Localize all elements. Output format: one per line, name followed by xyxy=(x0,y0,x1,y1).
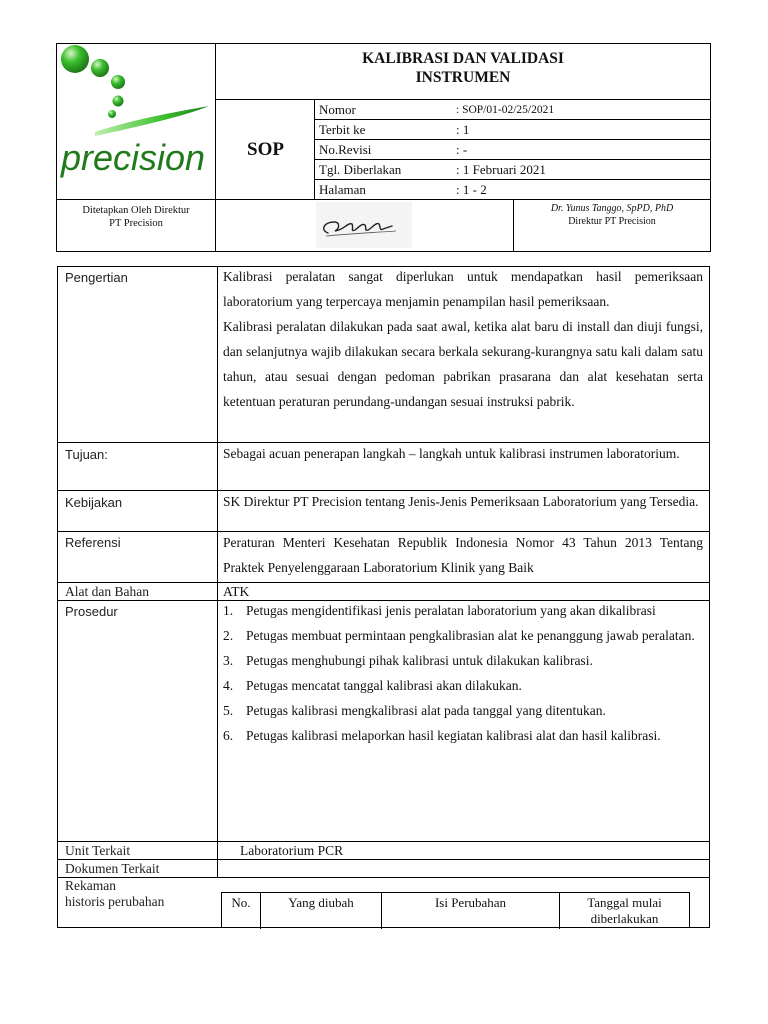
prosedur-step xyxy=(223,698,703,723)
label-referensi: Referensi xyxy=(65,535,121,550)
meta-value: : 1 - 2 xyxy=(456,182,487,197)
step-text: Petugas mengidentifikasi jenis peralatan laboratorium yang akan dikalibrasi xyxy=(246,603,656,618)
step-number: 1. xyxy=(223,603,234,618)
title-line-1: KALIBRASI DAN VALIDASI xyxy=(362,50,564,67)
signature-area xyxy=(216,200,513,252)
sop-header xyxy=(56,43,711,252)
step-text: Petugas kalibrasi melaporkan hasil kegiatan kalibrasi alat dan hasil kalibrasi. xyxy=(246,728,661,743)
label-unit-terkait: Unit Terkait xyxy=(65,843,131,858)
history-col-content: Isi Perubahan xyxy=(434,895,507,910)
rekaman-line-2: historis perubahan xyxy=(65,894,165,909)
label-dokumen-terkait: Dokumen Terkait xyxy=(65,861,160,876)
rekaman-line-1: Rekaman xyxy=(65,878,116,893)
director-block xyxy=(514,200,710,252)
prosedur-step xyxy=(223,623,703,648)
meta-row-tanggal xyxy=(315,160,711,180)
meta-row-halaman xyxy=(315,180,711,200)
pengertian-text xyxy=(223,264,703,414)
title-line-2: INSTRUMEN xyxy=(415,69,511,86)
meta-key: Nomor xyxy=(319,102,356,117)
step-number: 5. xyxy=(223,703,234,718)
history-col-no: No. xyxy=(231,895,251,910)
established-by-line-2: PT Precision xyxy=(109,218,163,229)
logo-text: precision xyxy=(61,137,206,178)
label-tujuan: Tujuan: xyxy=(65,447,108,462)
history-col-date: Tanggal mulai diberlakukan xyxy=(587,895,662,926)
meta-value: : 1 xyxy=(456,122,470,137)
established-by xyxy=(57,200,215,252)
director-title: Direktur PT Precision xyxy=(568,216,656,227)
meta-key: No.Revisi xyxy=(319,142,372,157)
step-text: Petugas membuat permintaan pengkalibrasian alat ke penanggung jawab peralatan. xyxy=(246,628,695,643)
step-text: Petugas mencatat tanggal kalibrasi akan dilakukan. xyxy=(246,678,522,693)
step-text: Petugas kalibrasi mengkalibrasi alat pada tanggal yang ditentukan. xyxy=(246,703,606,718)
pengertian-paragraph-2: Kalibrasi peralatan dilakukan pada saat awal, ketika alat baru di install dan diuji fungsi, dan selanjutnya wajib dilakukan secara berkala sekurang-kurangnya satu kali dalam satu tahun, atau sesuai dengan pedoman pabrikan prasarana dan alat kesehatan serta ketentuan peraturan perundang-undangan sesuai instruksi pabrik. xyxy=(223,319,703,409)
meta-key: Tgl. Diberlakan xyxy=(319,162,402,177)
meta-value: : 1 Februari 2021 xyxy=(456,162,546,177)
label-alat-bahan: Alat dan Bahan xyxy=(65,584,149,599)
step-number: 4. xyxy=(223,678,234,693)
prosedur-step xyxy=(223,673,703,698)
established-by-line-1: Ditetapkan Oleh Direktur xyxy=(82,205,190,216)
meta-row-nomor xyxy=(315,100,711,120)
prosedur-step xyxy=(223,598,703,623)
step-text: Petugas menghubungi pihak kalibrasi untuk dilakukan kalibrasi. xyxy=(246,653,593,668)
sop-content-table xyxy=(57,266,710,928)
kebijakan-text: SK Direktur PT Precision tentang Jenis-Jenis Pemeriksaan Laboratorium yang Tersedia. xyxy=(223,494,699,509)
meta-key: Halaman xyxy=(319,182,366,197)
logo-graphic xyxy=(57,44,215,199)
sop-label: SOP xyxy=(247,138,284,160)
step-number: 6. xyxy=(223,728,234,743)
meta-row-revisi xyxy=(315,140,711,160)
referensi-text: Peraturan Menteri Kesehatan Republik Indonesia Nomor 43 Tahun 2013 Tentang Praktek Penyelenggaraan Laboratorium Klinik yang Baik xyxy=(223,535,703,575)
history-table xyxy=(221,892,690,928)
director-name: Dr. Yunus Tanggo, SpPD, PhD xyxy=(550,203,674,214)
document-title xyxy=(216,44,710,99)
step-number: 3. xyxy=(223,653,234,668)
tujuan-text: Sebagai acuan penerapan langkah – langkah untuk kalibrasi instrumen laboratorium. xyxy=(223,446,680,461)
precision-logo xyxy=(57,44,215,199)
meta-key: Terbit ke xyxy=(319,122,366,137)
signature-icon xyxy=(216,200,513,252)
unit-terkait-text: Laboratorium PCR xyxy=(240,843,344,858)
label-prosedur: Prosedur xyxy=(65,604,118,619)
alat-bahan-text: ATK xyxy=(223,584,250,599)
history-col-changed: Yang diubah xyxy=(288,895,354,910)
prosedur-list xyxy=(223,598,703,748)
step-number: 2. xyxy=(223,628,234,643)
meta-row-terbit xyxy=(315,120,711,140)
prosedur-step xyxy=(223,723,703,748)
pengertian-paragraph-1: Kalibrasi peralatan sangat diperlukan untuk mendapatkan hasil pemeriksaan laboratorium yang terpercaya menjamin penampilan hasil pemeriksaan. xyxy=(223,269,703,309)
label-pengertian: Pengertian xyxy=(65,270,128,285)
label-rekaman xyxy=(65,878,164,910)
meta-value: : SOP/01-02/25/2021 xyxy=(456,104,555,116)
meta-value: : - xyxy=(456,142,468,157)
prosedur-step xyxy=(223,648,703,673)
label-kebijakan: Kebijakan xyxy=(65,495,123,510)
